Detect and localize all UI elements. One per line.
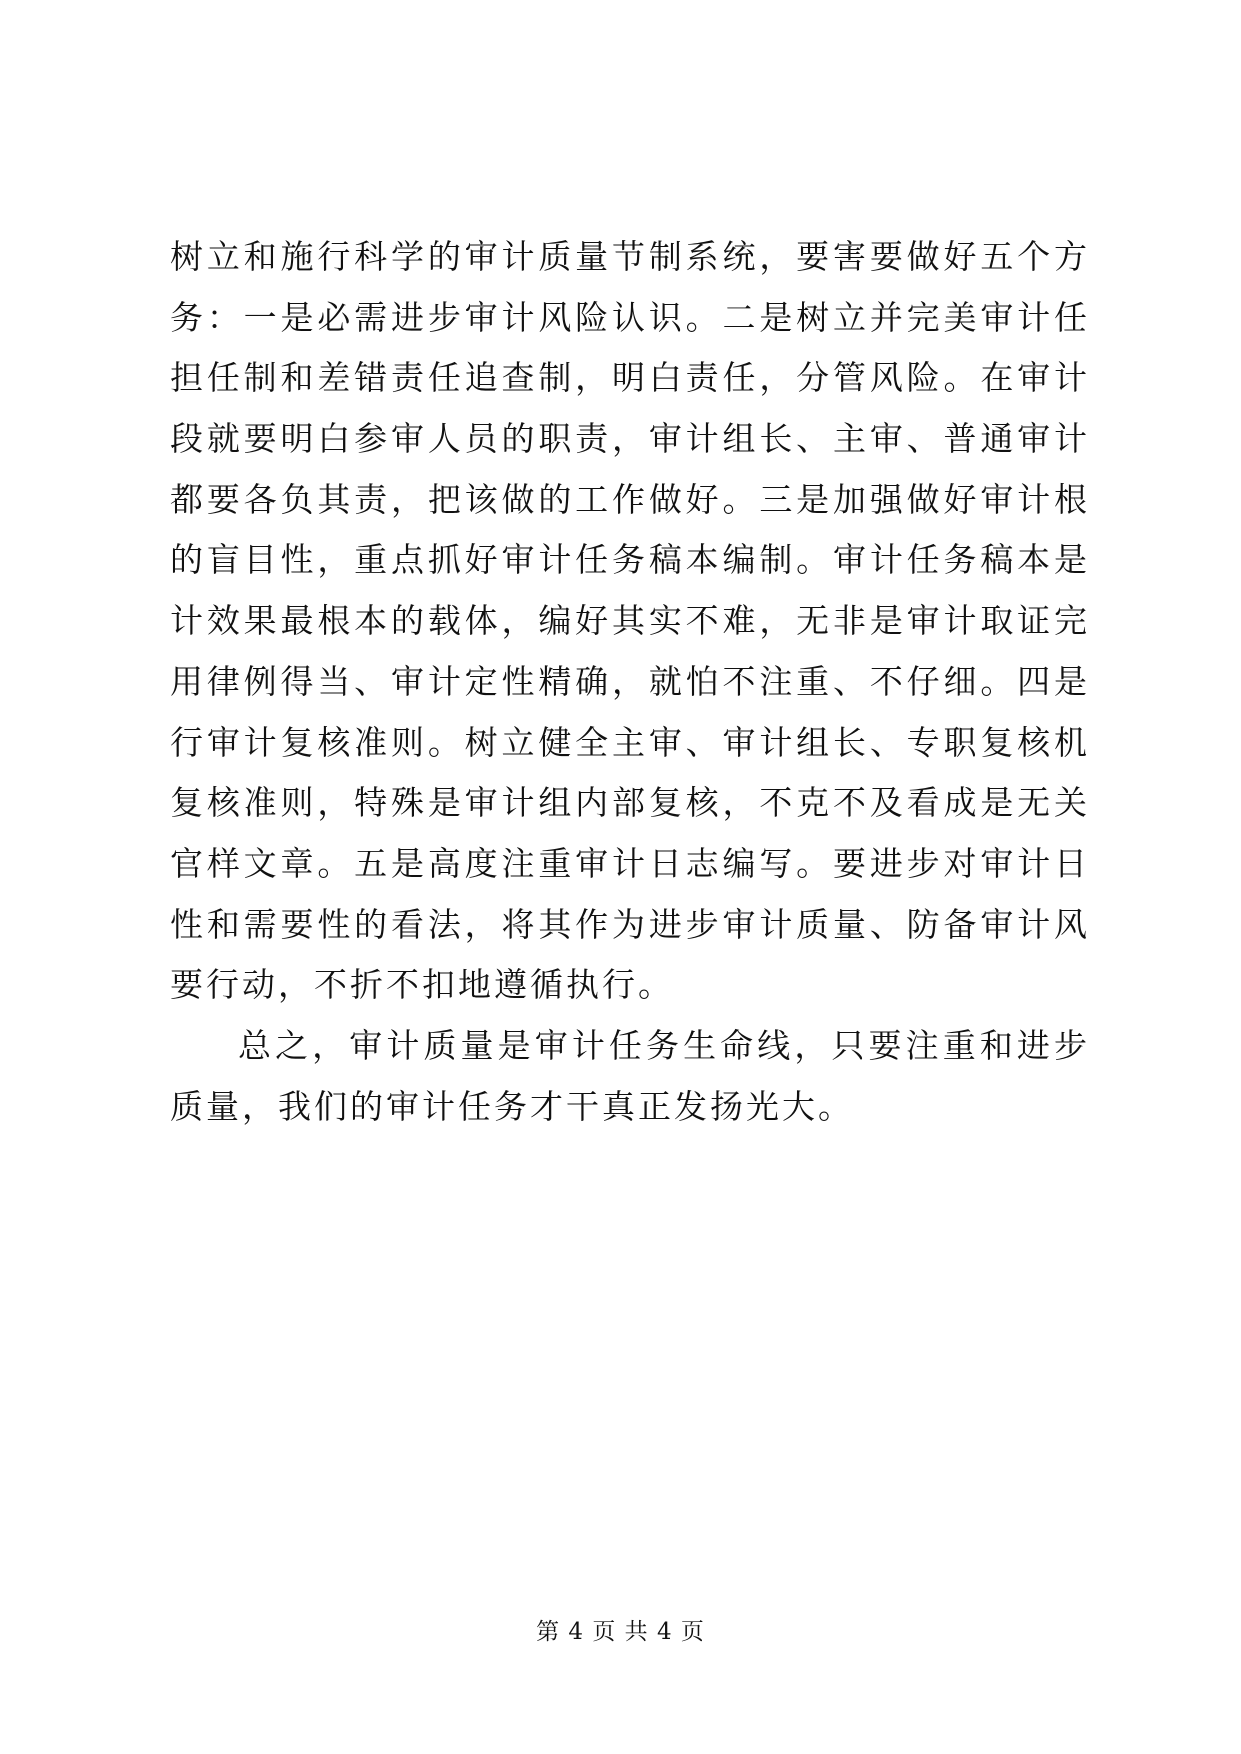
- paragraph-1-line-2: 务：一是必需进步审计风险认识。二是树立并完美审计任: [170, 297, 1090, 337]
- paragraph-1-line-8: 用律例得当、审计定性精确，就怕不注重、不仔细。四是: [170, 661, 1090, 701]
- paragraph-1-line-4: 段就要明白参审人员的职责，审计组长、主审、普通审计: [170, 419, 1090, 459]
- document-body: [170, 227, 1090, 1137]
- paragraph-1-line-11: 官样文章。五是高度注重审计日志编写。要进步对审计日: [170, 843, 1090, 883]
- paragraph-1-line-7: 计效果最根本的载体，编好其实不难，无非是审计取证完: [170, 601, 1090, 641]
- paragraph-2-line-1: 总之，审计质量是审计任务生命线，只要注重和进步: [238, 1025, 1090, 1065]
- paragraph-1-line-1: 树立和施行科学的审计质量节制系统，要害要做好五个方: [170, 237, 1090, 276]
- paragraph-2-line-2: 质量，我们的审计任务才干真正发扬光大。: [170, 1086, 854, 1126]
- paragraph-1-line-10: 复核准则，特殊是审计组内部复核，不克不及看成是无关: [170, 783, 1090, 823]
- paragraph-1-line-6: 的盲目性，重点抓好审计任务稿本编制。审计任务稿本是: [170, 540, 1090, 580]
- paragraph-1-line-5: 都要各负其责，把该做的工作做好。三是加强做好审计根: [170, 479, 1090, 519]
- paragraph-1-line-9: 行审计复核准则。树立健全主审、审计组长、专职复核机: [170, 722, 1090, 762]
- page-number-footer: 第 4 页 共 4 页: [536, 1619, 705, 1645]
- paragraph-1-line-3: 担任制和差错责任追查制，明白责任，分管风险。在审计: [170, 358, 1090, 398]
- paragraph-1-line-12: 性和需要性的看法，将其作为进步审计质量、防备审计风: [170, 904, 1090, 944]
- paragraph-1-line-13: 要行动，不折不扣地遵循执行。: [170, 965, 674, 1005]
